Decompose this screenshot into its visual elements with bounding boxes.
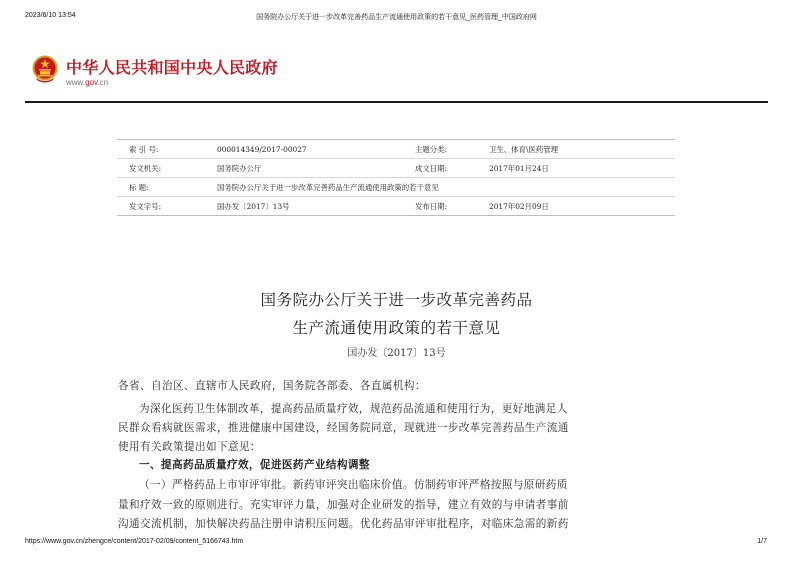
paragraph-line: （一）严格药品上市审评审批。新药审评突出临床价值。仿制药审评严格按照与原研药质	[139, 479, 568, 491]
subject-value: 卫生、体育\医药管理	[489, 144, 559, 154]
print-page-title: 国务院办公厅关于进一步改革完善药品生产流通使用政策的若干意见_医药管理_中国政府网	[256, 14, 537, 21]
addressee: 各省、自治区、直辖市人民政府，国务院各部委、各直属机构：	[118, 380, 426, 392]
meta-row	[117, 197, 675, 216]
issuer-label: 发文机关:	[129, 163, 162, 173]
section-heading: 一、提高药品质量疗效，促进医药产业结构调整	[139, 459, 370, 471]
page-indicator: 1/7	[757, 538, 767, 545]
document-number: 国办发〔2017〕13号	[347, 348, 446, 359]
created-date-label: 成文日期:	[415, 163, 448, 173]
published-date-label: 发布日期:	[415, 201, 448, 211]
created-date-value: 2017年01月24日	[489, 163, 549, 173]
issuer-value: 国务院办公厅	[217, 163, 262, 173]
print-datetime: 2023/6/10 13:54	[25, 12, 76, 19]
site-url-prefix: www.	[66, 78, 86, 87]
index-value: 000014349/2017-00027	[217, 144, 307, 154]
banner-divider	[25, 101, 768, 103]
print-header	[0, 12, 793, 26]
intro-line: 使用有关政策提出如下意见：	[118, 441, 261, 453]
document-title-line-1: 国务院办公厅关于进一步改革完善药品	[260, 291, 533, 309]
title-value: 国务院办公厅关于进一步改革完善药品生产流通使用政策的若干意见	[217, 182, 439, 192]
doc-number-label: 发文字号:	[129, 201, 162, 211]
meta-row	[117, 159, 675, 178]
site-url	[66, 78, 108, 87]
site-url-gov: gov	[85, 78, 98, 87]
print-url: https://www.gov.cn/zhengce/content/2017-02/09/content_5166743.htm	[25, 538, 244, 545]
doc-number-value: 国办发〔2017〕13号	[217, 201, 290, 211]
meta-row	[117, 140, 675, 159]
site-banner[interactable]	[31, 52, 331, 90]
index-label: 索 引 号:	[129, 144, 159, 154]
intro-line: 为深化医药卫生体制改革，提高药品质量疗效，规范药品流通和使用行为，更好地满足人	[139, 403, 568, 415]
subject-label: 主题分类:	[415, 144, 448, 154]
title-label: 标 题:	[129, 182, 149, 192]
site-name: 中华人民共和国中央人民政府	[66, 58, 278, 77]
national-emblem-icon	[31, 54, 59, 84]
document-title-line-2: 生产流通使用政策的若干意见	[292, 319, 501, 337]
intro-line: 民群众看病就医需求，推进健康中国建设，经国务院同意，现就进一步改革完善药品生产流通	[118, 422, 569, 434]
meta-row	[117, 178, 675, 197]
paragraph-line: 量和疗效一致的原则进行。充实审评力量，加强对企业研发的指导，建立有效的与申请者事前	[118, 499, 569, 511]
paragraph-line: 沟通交流机制，加快解决药品注册申请积压问题。优化药品审评审批程序，对临床急需的新药	[118, 518, 569, 530]
site-url-suffix: .cn	[97, 78, 109, 87]
print-footer	[0, 538, 793, 552]
document-metadata-table	[117, 139, 675, 216]
published-date-value: 2017年02月09日	[489, 201, 549, 211]
